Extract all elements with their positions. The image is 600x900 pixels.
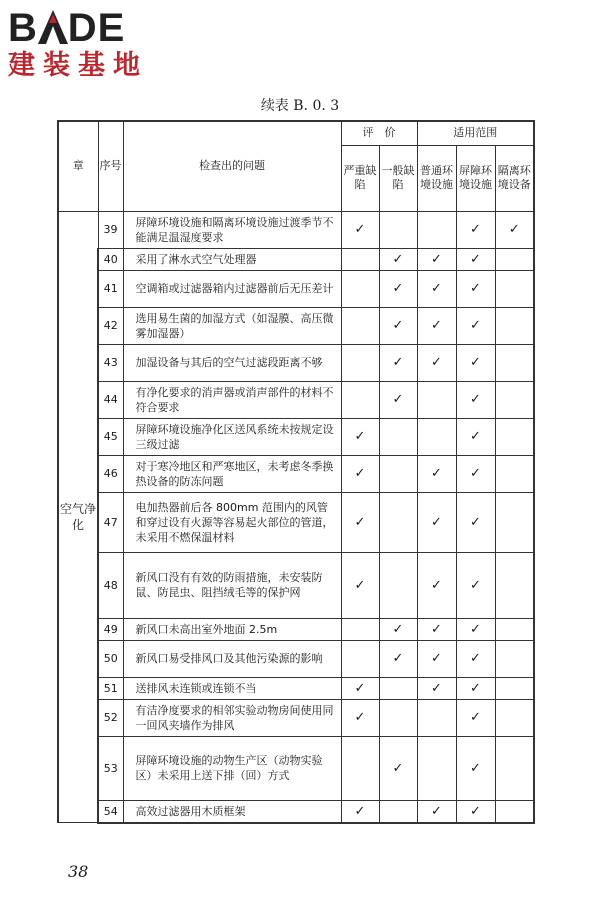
check-ordinary [417, 418, 456, 455]
header-barrier: 屏障环境设施 [456, 145, 495, 211]
check-general: ✓ [379, 618, 417, 640]
check-general: ✓ [379, 381, 417, 418]
check-general: ✓ [379, 307, 417, 344]
table-row [58, 699, 534, 736]
row-number: 43 [98, 344, 123, 381]
check-isolation [495, 618, 534, 640]
row-problem: 新风口易受排风口及其他污染源的影响 [123, 640, 341, 677]
header-number: 序号 [98, 121, 123, 211]
check-isolation: ✓ [495, 211, 534, 248]
check-barrier: ✓ [456, 211, 495, 248]
check-serious: ✓ [341, 552, 379, 618]
check-serious [341, 344, 379, 381]
check-ordinary: ✓ [417, 677, 456, 699]
header-problem: 检查出的问题 [123, 121, 341, 211]
header-general: 一般缺陷 [379, 145, 417, 211]
row-problem: 加湿设备与其后的空气过滤段距离不够 [123, 344, 341, 381]
row-problem: 屏障环境设施的动物生产区（动物实验区）未采用上送下排（回）方式 [123, 736, 341, 800]
check-general [379, 211, 417, 248]
check-isolation [495, 800, 534, 823]
row-problem: 选用易生菌的加湿方式（如湿膜、高压微雾加湿器） [123, 307, 341, 344]
inspection-table [57, 120, 535, 824]
check-barrier: ✓ [456, 455, 495, 492]
row-problem: 有净化要求的消声器或消声部件的材料不符合要求 [123, 381, 341, 418]
header-chapter: 章 [58, 121, 98, 211]
check-isolation [495, 418, 534, 455]
check-ordinary: ✓ [417, 248, 456, 270]
check-barrier: ✓ [456, 418, 495, 455]
table-row [58, 736, 534, 800]
header-scope: 适用范围 [417, 121, 534, 145]
check-serious: ✓ [341, 699, 379, 736]
table-row [58, 552, 534, 618]
check-serious [341, 618, 379, 640]
row-number: 51 [98, 677, 123, 699]
check-serious: ✓ [341, 677, 379, 699]
table-row [58, 640, 534, 677]
check-general: ✓ [379, 736, 417, 800]
check-ordinary [417, 211, 456, 248]
row-number: 45 [98, 418, 123, 455]
row-problem: 屏障环境设施和隔离环境设施过渡季节不能满足温湿度要求 [123, 211, 341, 248]
check-barrier: ✓ [456, 677, 495, 699]
table-row [58, 455, 534, 492]
row-number: 48 [98, 552, 123, 618]
check-ordinary: ✓ [417, 492, 456, 552]
check-ordinary: ✓ [417, 307, 456, 344]
brand-logo [8, 6, 178, 88]
header-ordinary: 普通环境设施 [417, 145, 456, 211]
check-barrier: ✓ [456, 699, 495, 736]
chapter-cell: 空气净化 [58, 211, 98, 823]
row-problem: 送排风未连锁或连锁不当 [123, 677, 341, 699]
row-number: 46 [98, 455, 123, 492]
check-serious: ✓ [341, 492, 379, 552]
check-isolation [495, 492, 534, 552]
row-problem: 有洁净度要求的相邻实验动物房间使用同一回风夹墙作为排风 [123, 699, 341, 736]
check-general [379, 492, 417, 552]
row-problem: 屏障环境设施净化区送风系统未按规定设三级过滤 [123, 418, 341, 455]
table-row [58, 270, 534, 307]
table-row [58, 211, 534, 248]
check-general [379, 677, 417, 699]
check-barrier: ✓ [456, 344, 495, 381]
check-isolation [495, 455, 534, 492]
row-number: 49 [98, 618, 123, 640]
check-serious: ✓ [341, 418, 379, 455]
check-general [379, 552, 417, 618]
row-number: 40 [98, 248, 123, 270]
check-ordinary: ✓ [417, 552, 456, 618]
check-serious [341, 270, 379, 307]
check-general: ✓ [379, 640, 417, 677]
check-serious: ✓ [341, 800, 379, 823]
table-row [58, 307, 534, 344]
row-problem: 新风口没有有效的防雨措施，未安装防鼠、防昆虫、阻挡绒毛等的保护网 [123, 552, 341, 618]
row-problem: 新风口未高出室外地面 2.5m [123, 618, 341, 640]
check-isolation [495, 736, 534, 800]
check-serious: ✓ [341, 455, 379, 492]
check-ordinary: ✓ [417, 618, 456, 640]
table-row [58, 418, 534, 455]
header-isolation: 隔离环境设备 [495, 145, 534, 211]
check-serious: ✓ [341, 211, 379, 248]
row-problem: 高效过滤器用木质框架 [123, 800, 341, 823]
check-general [379, 418, 417, 455]
check-general [379, 699, 417, 736]
row-problem: 对于寒冷地区和严寒地区，未考虑冬季换热设备的防冻问题 [123, 455, 341, 492]
check-ordinary: ✓ [417, 344, 456, 381]
check-barrier: ✓ [456, 307, 495, 344]
row-number: 39 [98, 211, 123, 248]
table-caption: 续表 B. 0. 3 [260, 98, 340, 114]
check-serious [341, 307, 379, 344]
page-number: 38 [68, 862, 89, 881]
check-ordinary [417, 736, 456, 800]
header-serious: 严重缺陷 [341, 145, 379, 211]
table-row [58, 381, 534, 418]
check-general [379, 455, 417, 492]
brand-logo-wordmark: B DE [8, 6, 126, 50]
check-general [379, 800, 417, 823]
table-row [58, 800, 534, 823]
row-number: 42 [98, 307, 123, 344]
check-barrier: ✓ [456, 270, 495, 307]
check-serious [341, 640, 379, 677]
brand-logo-a-mark [38, 6, 68, 50]
row-number: 52 [98, 699, 123, 736]
table-row [58, 344, 534, 381]
check-ordinary: ✓ [417, 800, 456, 823]
check-barrier: ✓ [456, 552, 495, 618]
check-general: ✓ [379, 344, 417, 381]
check-isolation [495, 699, 534, 736]
check-ordinary: ✓ [417, 270, 456, 307]
header-evaluation: 评 价 [341, 121, 417, 145]
row-number: 53 [98, 736, 123, 800]
check-isolation [495, 270, 534, 307]
check-ordinary: ✓ [417, 455, 456, 492]
check-barrier: ✓ [456, 640, 495, 677]
check-isolation [495, 248, 534, 270]
check-isolation [495, 344, 534, 381]
check-barrier: ✓ [456, 618, 495, 640]
check-general: ✓ [379, 270, 417, 307]
row-problem: 空调箱或过滤器箱内过滤器前后无压差计 [123, 270, 341, 307]
row-number: 50 [98, 640, 123, 677]
check-barrier: ✓ [456, 736, 495, 800]
row-number: 44 [98, 381, 123, 418]
check-ordinary [417, 381, 456, 418]
table-row [58, 492, 534, 552]
check-general: ✓ [379, 248, 417, 270]
check-ordinary [417, 699, 456, 736]
check-serious [341, 381, 379, 418]
check-serious [341, 736, 379, 800]
check-barrier: ✓ [456, 492, 495, 552]
table-row [58, 677, 534, 699]
table-row [58, 618, 534, 640]
row-number: 47 [98, 492, 123, 552]
check-barrier: ✓ [456, 381, 495, 418]
check-barrier: ✓ [456, 248, 495, 270]
check-isolation [495, 307, 534, 344]
table-row [58, 248, 534, 270]
row-number: 41 [98, 270, 123, 307]
check-ordinary: ✓ [417, 640, 456, 677]
check-serious [341, 248, 379, 270]
row-problem: 采用了淋水式空气处理器 [123, 248, 341, 270]
row-problem: 电加热器前后各 800mm 范围内的风管和穿过设有火源等容易起火部位的管道，未采用不燃保温材料 [123, 492, 341, 552]
check-isolation [495, 381, 534, 418]
check-barrier: ✓ [456, 800, 495, 823]
check-isolation [495, 640, 534, 677]
check-isolation [495, 552, 534, 618]
brand-logo-subtitle: 建装基地 [8, 50, 148, 81]
check-isolation [495, 677, 534, 699]
row-number: 54 [98, 800, 123, 823]
